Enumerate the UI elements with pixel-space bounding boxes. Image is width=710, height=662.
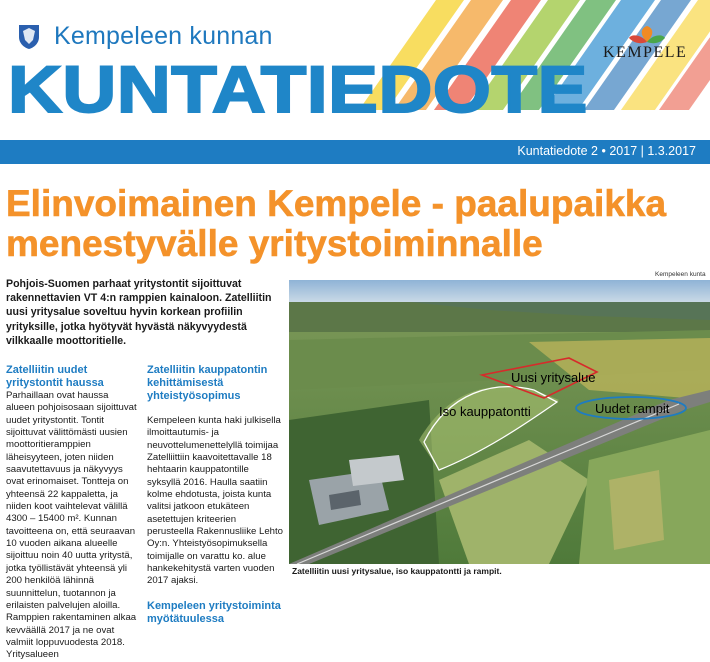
label-new-area: Uusi yritysalue	[511, 370, 596, 385]
article-column-1	[6, 364, 138, 662]
column-1-paragraph-2: Ramppien rakentaminen alkaa kevväällä 2017 ja ne ovat valmiit loppuvuodesta 2018. Yritysalueen	[6, 612, 137, 661]
publication-title: KUNTATIEDOTE	[8, 52, 588, 126]
column-2-heading-2: Kempeleen yritystoiminta myötätuulessa	[147, 599, 281, 625]
label-store-plot: Iso kauppatontti	[439, 404, 531, 419]
issue-bar	[0, 140, 710, 164]
photo-credit: Kempeleen kunta	[655, 271, 706, 278]
masthead	[0, 0, 710, 142]
aerial-photo	[289, 280, 710, 564]
article-column-2	[147, 364, 283, 626]
photo-caption: Zatelliitin uusi yritysalue, iso kauppatontti ja rampit.	[292, 566, 502, 576]
coat-of-arms-icon	[18, 24, 40, 50]
column-2-heading: Zatelliitin kauppatontin kehittämisestä yhteistyösopimus	[147, 364, 268, 402]
aerial-photo-illustration	[289, 280, 710, 564]
column-1-paragraph: Parhaillaan ovat haussa alueen pohjoisosaan sijoittuvat uudet yritystontit. Tontit sijoittuvat välittömästi uusien moottoritieramppien läheisyyteen, joten niiden saavutettavuus ja näkyvyys ovat erinomaiset. Tontteja on yhteensä 22 kappaletta, ja niiden koot vaihtelevat välillä 4300 – 15400 m². Kunnan tavoitteena on, että seuraavan 10 vuoden aikana alueelle sijoittuu noin 40 uutta yritystä, jotka työllistävät yhteensä yli 200 henkilöä lähinnä suunnittelun, tuotannon ja erilaisten palvelujen aloilla.	[6, 390, 137, 611]
main-headline: Elinvoimainen Kempele - paalupaikka menestyvälle yritystoiminnalle	[6, 183, 667, 264]
intro-paragraph: Pohjois-Suomen parhaat yritystontit sijoittuvat rakennettavien VT 4:n ramppien kainaloon. Zatelliitin uusi yritysalue soveltuu hyvin korkean profiilin yrityksille, jotka hyötyvät hyvästä näkyvyydestä vilkkaalle moottoritielle.	[6, 278, 272, 347]
column-1-heading: Zatelliitin uudet yritystontit haussa	[6, 364, 104, 389]
issue-info: Kuntatiedote 2 • 2017 | 1.3.2017	[517, 144, 696, 158]
municipality-name: Kempeleen kunnan	[54, 22, 273, 50]
label-ramps: Uudet rampit	[595, 401, 670, 416]
kempele-logo-text: KEMPELE	[603, 44, 688, 61]
column-2-paragraph: Kempeleen kunta haki julkisella ilmoittautumis- ja neuvottelumenettelyllä toimijaa Zatelliittiin kaavoitettavalle 18 hehtaarin kauppatontille syksyllä 2016. Haulla saatiin kolme ehdotusta, joista kunta valitsi jatkoon etukäteen asetettujen kriteerien perusteella Rakennusliike Lehto Oy:n. Yhteistyösopimuksella toimijalle on varattu ko. alue hankekehitystä varten vuoden 2017 ajaksi.	[147, 415, 283, 587]
